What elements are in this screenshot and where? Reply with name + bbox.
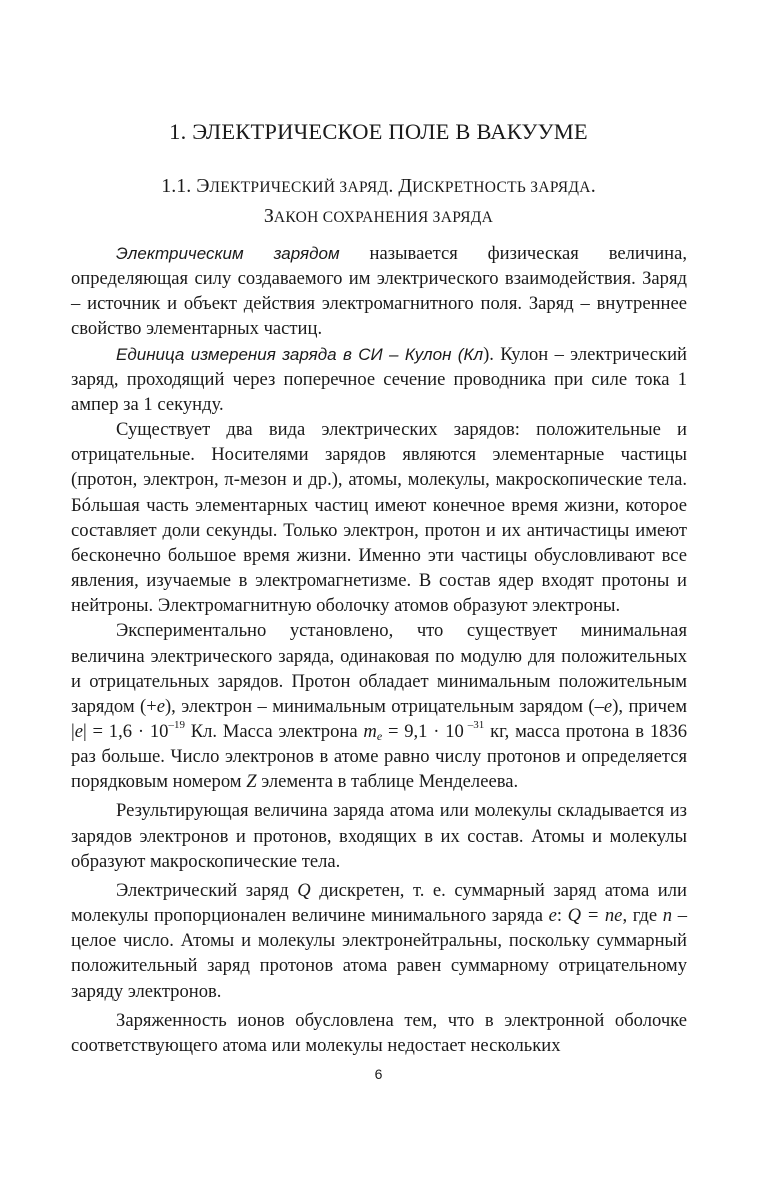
paragraph-text: = 9,1 · 10 [382,720,464,742]
paragraph-text: Заряженность ионов обусловлена тем, что в электронной оболочке соответствующего атома или молекулы недостает нескольких [71,1009,687,1056]
symbol-e: e [156,695,165,717]
paragraph-text: дискретен, т. е. суммарный заряд атома или молекулы пропорционален величине минимального заряда [71,879,687,927]
paragraph-text: Результирующая величина заряда атома или молекулы складывается из зарядов электронов и протонов, входящих в их состав. Атомы и молекулы образуют макроскопические тела. [71,800,687,872]
exponent: –31 [463,718,485,731]
symbol-q: Q [297,879,311,901]
body-text [71,241,687,1058]
paragraph-text: ), электрон – минимальным отрицательным зарядом (– [164,695,604,717]
symbol-m: m [363,720,377,742]
paragraph-text: , где [622,905,663,927]
paragraph-elementary-charge [71,618,687,794]
subscript-e: e [376,728,383,743]
symbol-n: n [662,905,673,927]
paragraph-text: | = 1,6 · 10 [83,720,169,742]
symbol-z: Z [246,771,257,793]
section-title-sep: . [388,175,399,197]
paragraph-text: элемента в таблице Менделеева. [256,771,519,793]
section-title-cap: Д [398,175,413,197]
paragraph-text: ). Кулон – электрический заряд, проходящий через поперечное сечение проводника при силе тока 1 ампер за 1 секунду. [71,343,687,415]
exponent: –19 [168,718,185,731]
paragraph-text: кг, масса протона в 1836 раз больше. Число электронов в атоме равно числу протонов и определяется порядковым номером [71,720,688,793]
chapter-title: 1. ЭЛЕКТРИЧЕСКОЕ ПОЛЕ В ВАКУУМЕ [169,119,588,144]
section-title-text: ИСКРЕТНОСТЬ ЗАРЯДА [412,179,591,196]
section-title-line-2 [0,205,757,228]
paragraph-text: Существует два вида электрических зарядов: положительные и отрицательные. Носителями зарядов являются элементарные частицы (протон, электрон, π-мезон и др.), атомы, молекулы, макроскопические тела. Бóльшая часть элементарных частиц имеют конечное время жизни, которое составляет доли секунды. Только электрон, протон и их античастицы имеют бесконечно большое время жизни. Именно эти частицы обусловливают все явления, изучаемые в электромагнетизме. В состав ядер входят протоны и нейтроны. Электромагнитную оболочку атомов образуют электроны. [71,419,687,617]
symbol-e: e [603,695,613,717]
paragraph-text: – целое число. Атомы и молекулы электронейтральны, поскольку суммарный положительный заряд протонов атома равен суммарному отрицательному заряду электронов. [71,905,687,1002]
term-unit-coulomb: Единица измерения заряда в СИ – Кулон (Кл [116,344,484,364]
formula-q-ne: Q = ne [567,905,623,927]
paragraph-unit [71,342,687,417]
section-title-sep: . [590,175,596,197]
paragraph-text: Экспериментально установлено, что существует минимальная величина электрического заряда, одинаковая по модулю для положительных и отрицательных зарядов. Протон обладает минимальным положительным зарядом (+ [71,620,687,717]
paragraph-text: Кл. Масса электрона [184,720,364,742]
section-title-cap: Э [196,175,210,197]
section-title-cap: З [263,205,274,227]
paragraph-text: : [556,905,568,927]
paragraph-text: ), причем | [71,695,688,742]
paragraph-discreteness [71,878,687,1004]
symbol-e: e [74,720,83,742]
paragraph-charge-types [71,417,687,618]
symbol-e: e [548,905,557,927]
section-title-text: АКОН СОХРАНЕНИЯ ЗАРЯДА [273,209,494,226]
section-number: 1.1. [161,175,197,197]
page-number: 6 [374,1066,383,1082]
section-title-line-1 [0,175,757,198]
paragraph-ions [71,1008,687,1058]
paragraph-charge-definition [71,241,687,342]
paragraph-text: называется физическая величина, определяющая силу создаваемого им электрического взаимодействия. Заряд – источник и объект действия электромагнитного поля. Заряд – внутреннее свойство элементарных частиц. [71,243,688,340]
paragraph-resulting-charge [71,798,687,873]
section-title-text: ЛЕКТРИЧЕСКИЙ ЗАРЯД [209,179,389,196]
paragraph-text: Электрический заряд [116,879,298,901]
term-electric-charge: Электрическим зарядом [116,244,340,263]
